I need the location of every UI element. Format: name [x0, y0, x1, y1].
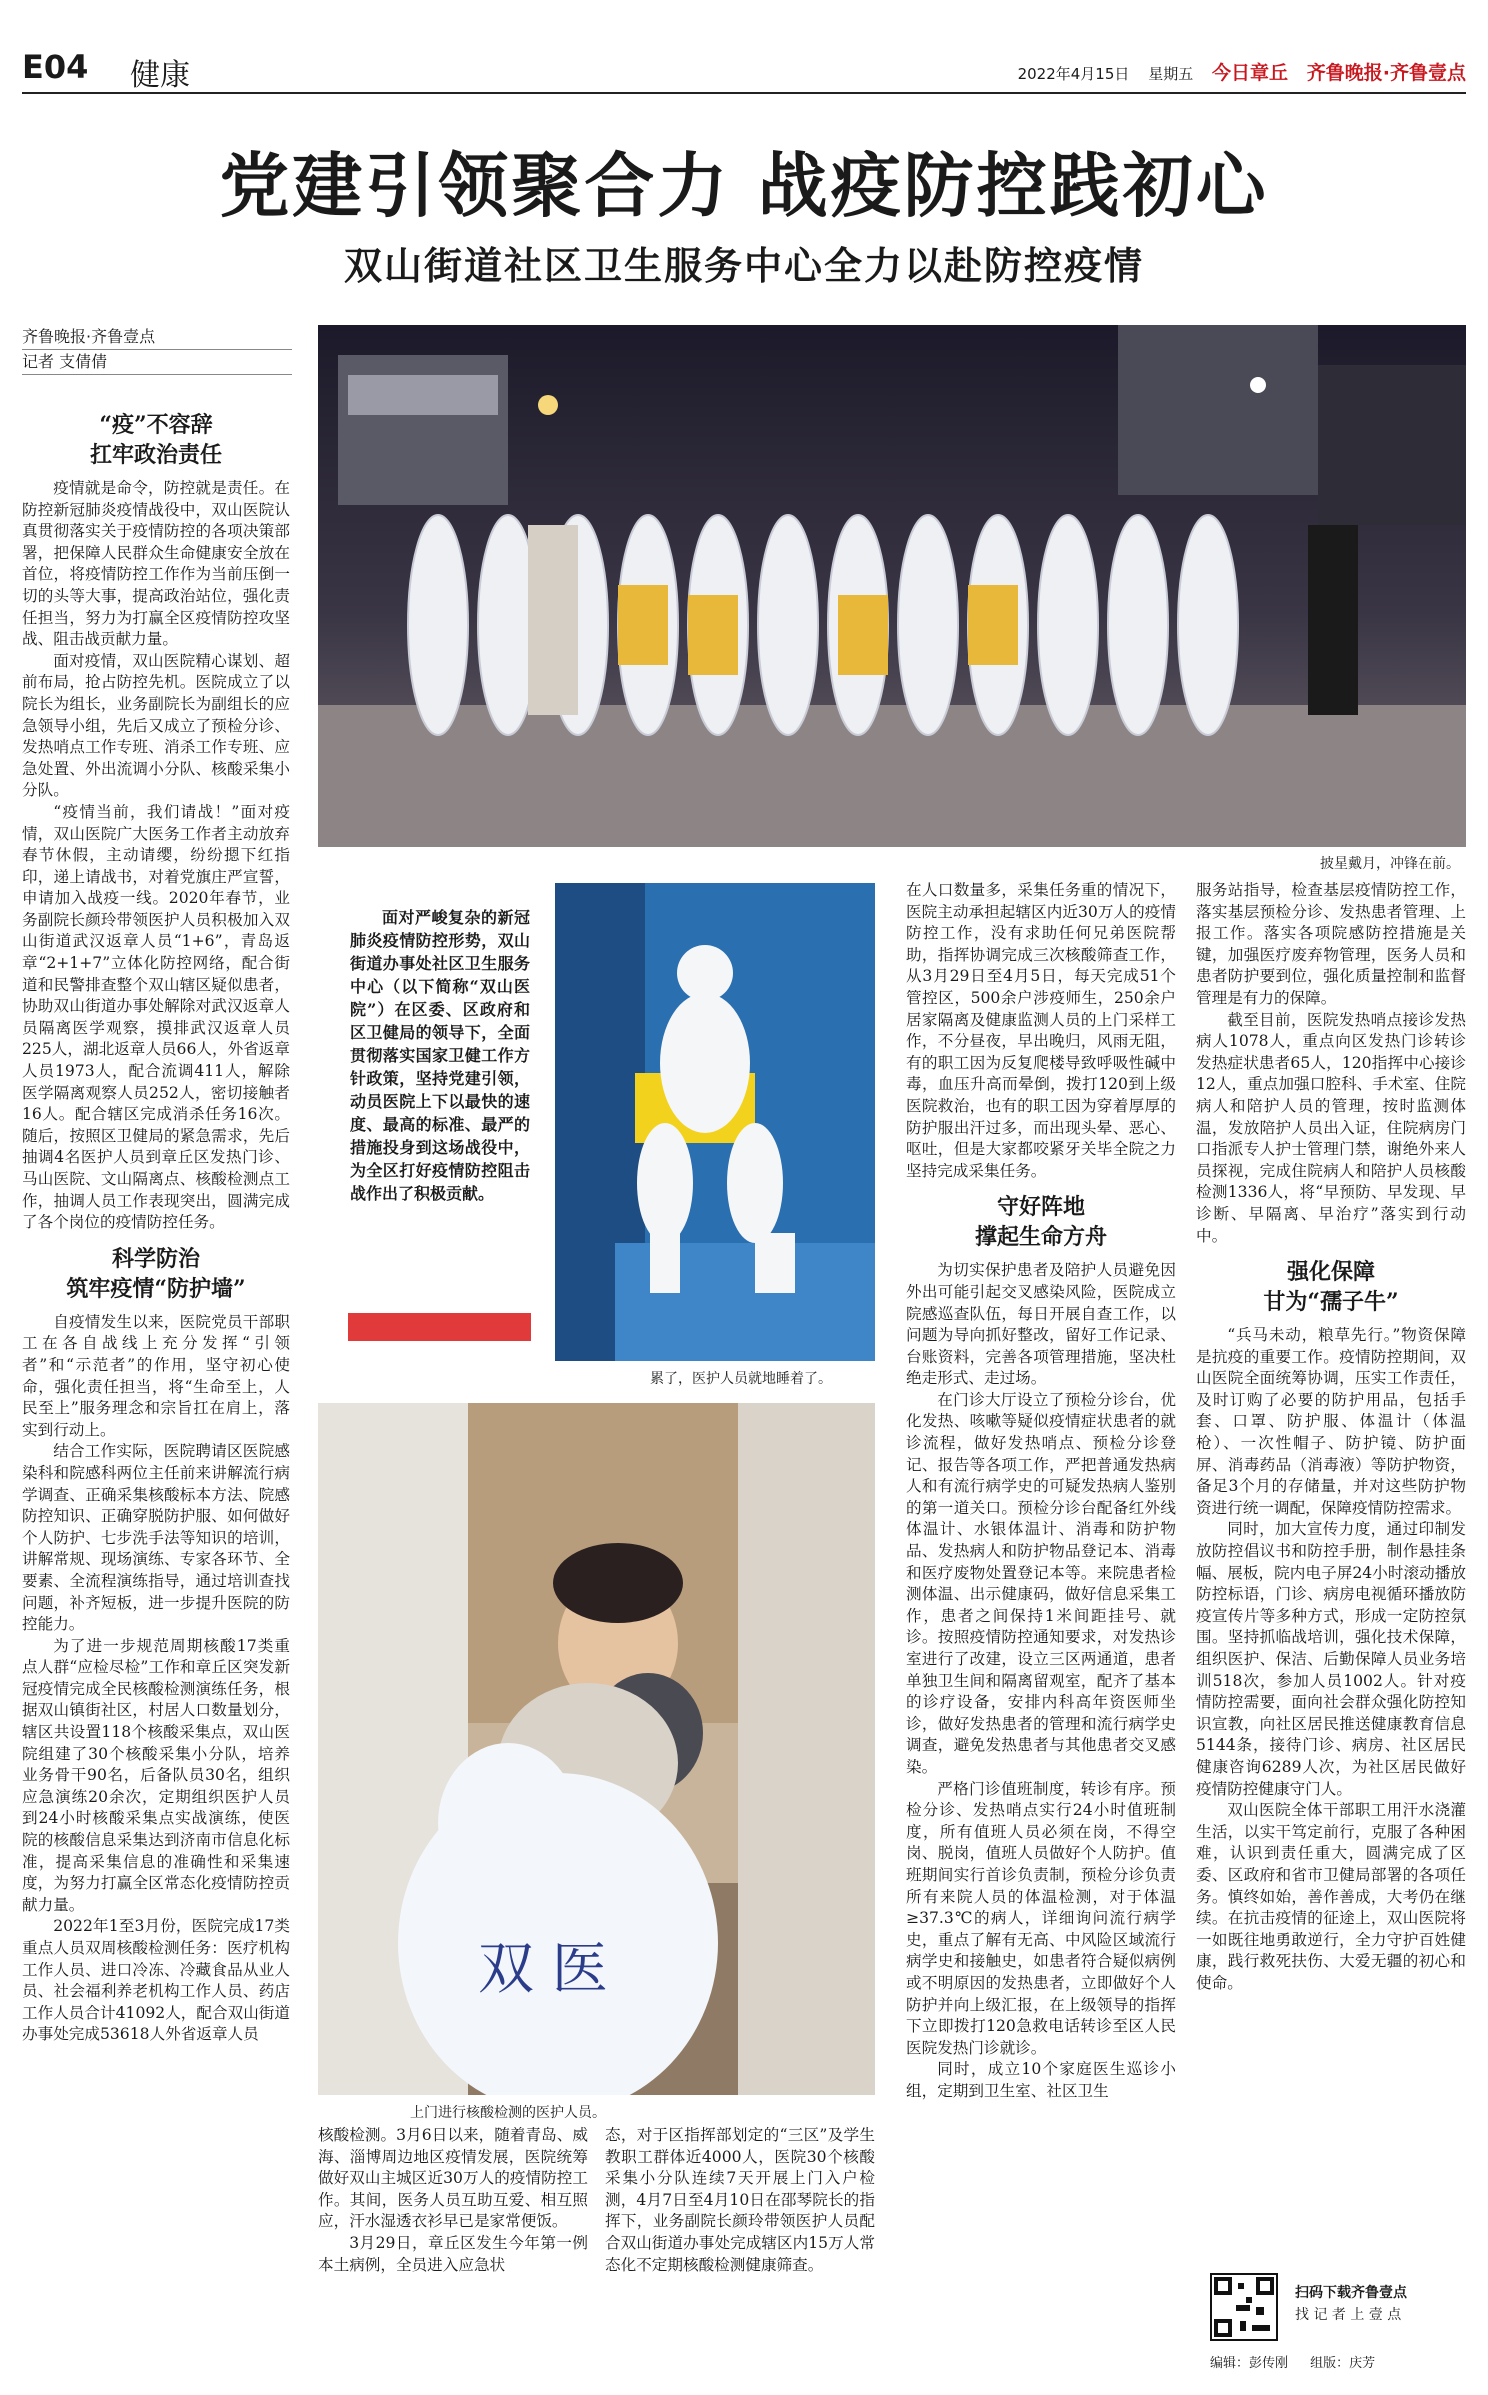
- paragraph: 为切实保护患者及陪护人员避免因外出可能引起交叉感染风险，医院成立院感巡查队伍，每日开展自查工作，以问题为导向抓好整改，留好工作记录、台账资料，完善各项管理措施，坚决杜绝走形式、走过场。: [906, 1261, 1176, 1388]
- byline-reporter: 记者 支倩倩: [22, 350, 292, 375]
- paragraph: 在人口数量多，采集任务重的情况下，医院主动承担起辖区内近30万人的疫情防控工作，没有求助任何兄弟医院帮助，指挥协调完成三次核酸筛查工作，从3月29日至4月5日，每天完成51个管控区，500余户涉疫师生，250余户居家隔离及健康监测人员的上门采样工作，不分昼夜，早出晚归，风雨无阻，有的职工因为反复爬楼导致呼吸性碱中毒，血压升高而晕倒，拨打120到上级医院救治，也有的职工因为穿着厚厚的防护服出汗过多，而出现头晕、恶心、呕吐，但是大家都咬紧牙关毕全院之力坚持完成采集任务。: [906, 881, 1176, 1180]
- team-photo-image: [318, 325, 1466, 847]
- qr-code-graphic: [1212, 2275, 1276, 2339]
- sleeping-worker-photo: [555, 883, 875, 1361]
- article-column-3-bottom: [605, 2125, 875, 2383]
- suit-marking-text: 双 医: [478, 1937, 608, 2002]
- editor-name: 编辑：彭传刚: [1210, 2356, 1289, 2371]
- paragraph: 在门诊大厅设立了预检分诊台，优化发热、咳嗽等疑似疫情症状患者的就诊流程，做好发热哨点、预检分诊登记、报告等各项工作，严把普通发热病人和有流行病学史的可疑发热病人鉴别的第一道关口。预检分诊台配备红外线体温计、水银体温计、消毒和防护物品、发热病人和防护物品登记本、消毒和医疗废物处置登记本等。来院患者检测体温、出示健康码，做好信息采集工作，患者之间保持1米间距挂号、就诊。按照疫情防控通知要求，对发热诊室进行了改建，设立三区两通道，患者单独卫生间和隔离留观室，配齐了基本的诊疗设备，安排内科高年资医师坐诊，做好发热患者的管理和流行病学史调查，避免发热患者与其他患者交叉感染。: [906, 1390, 1176, 1776]
- paragraph: 核酸检测。3月6日以来，随着青岛、威海、淄博周边地区疫情发展，医院统筹做好双山主城区近30万人的疫情防控工作。其间，医务人员互助互爱、相互照应，汗水湿透衣衫早已是家常便饭。: [318, 2126, 588, 2231]
- headline: 党建引领聚合力 战疫防控践初心: [219, 144, 1269, 227]
- red-accent-bar: [348, 1313, 531, 1341]
- article-column-5: [1196, 880, 1466, 2255]
- subheadline: 双山街道社区卫生服务中心全力以赴防控疫情: [343, 243, 1144, 288]
- paragraph: 结合工作实际，医院聘请区医院感染科和院感科两位主任前来讲解流行病学调查、正确采集核酸标本方法、院感防控知识、正确穿脱防护服、如何做好个人防护、七步洗手法等知识的培训，讲解常规、现场演练、专家各环节、全要素、全流程演练指导，通过培训查找问题，补齐短板，进一步提升医院的防控能力。: [22, 1442, 290, 1634]
- paragraph: 为了进一步规范周期核酸17类重点人群“应检尽检”工作和章丘区突发新冠疫情完成全民核酸检测演练任务，根据双山镇街社区，村居人口数量划分，辖区共设置118个核酸采集点，双山医院组建了30个核酸采集小分队，培养业务骨干90名，后备队员30名，组织应急演练20余次，定期组织医护人员到24小时核酸采集点实战演练，使医院的核酸信息采集达到济南市信息化标准，提高采集信息的准确性和采集速度，为努力打赢全区常态化疫情防控贡献力量。: [22, 1636, 290, 1914]
- paragraph: 自疫情发生以来，医院党员干部职工在各自战线上充分发挥“引领者”和“示范者”的作用，坚守初心使命，强化责任担当，将“生命至上，人民至上”服务理念和宗旨扛在肩上，落实到行动上。: [22, 1312, 290, 1439]
- home-testing-image: [318, 1403, 875, 2095]
- edition-name: 今日章丘: [1211, 62, 1288, 84]
- issue-weekday: 星期五: [1148, 65, 1194, 83]
- dateline: [1004, 58, 1466, 85]
- paragraph: 3月29日，章丘区发生今年第一例本土病例，全员进入应急状: [318, 2233, 588, 2274]
- paragraph: 疫情就是命令，防控就是责任。在防控新冠肺炎疫情战役中，双山医院认真贯彻落实关于疫情防控的各项决策部署，把保障人民群众生命健康安全放在首位，将疫情防控工作作为当前压倒一切的头等大事，提高政治站位，强化责任担当，努力为打赢全区疫情防控攻坚战、阻击战贡献力量。: [22, 479, 290, 649]
- section-name: 健康: [130, 58, 190, 93]
- intro-summary: 面对严峻复杂的新冠肺炎疫情防控形势，双山街道办事处社区卫生服务中心（以下简称“双山医院”）在区委、区政府和区卫健局的领导下，全面贯彻落实国家卫健工作方针政策，坚持党建引领，动员医院上下以最快的速度、最高的标准、最严的措施投身到这场战役中，为全区打好疫情防控阻击战作出了积极贡献。: [350, 908, 530, 1203]
- photo-caption-1: 披星戴月，冲锋在前。: [1320, 856, 1460, 872]
- designer-name: 组版：庆芳: [1310, 2356, 1376, 2371]
- paragraph: “兵马未动，粮草先行。”物资保障是抗疫的重要工作。疫情防控期间，双山医院全面统筹协调，压实工作责任，及时订购了必要的防护用品，包括手套、口罩、防护服、体温计（体温枪）、一次性帽子、防护镜、防护面屏、消毒药品（消毒液）等防护物资，备足3个月的存储量，并对这些防护物资进行统一调配，保障疫情防控需求。: [1196, 1326, 1466, 1517]
- article-column-1: [22, 400, 290, 2385]
- paragraph: 同时，加大宣传力度，通过印制发放防控倡议书和防控手册，制作悬挂条幅、展板，院内电子屏24小时滚动播放防控标语，门诊、病房电视循环播放防疫宣传片等多种方式，形成一定防控氛围。坚持抓临战培训，强化技术保障，组织医护、保洁、后勤保障人员业务培训518次，参加人员1002人。针对疫情防控需要，面向社会群众强化防控知识宣教，向社区居民推送健康教育信息5144条，接待门诊、病房、社区居民健康咨询6289人次，为社区居民做好疫情防控健康守门人。: [1196, 1520, 1466, 1798]
- home-testing-photo: [318, 1403, 875, 2095]
- qr-prompt: 扫码下载齐鲁壹点 找 记 者 上 壹 点: [1295, 2285, 1407, 2323]
- qr-code-icon[interactable]: [1210, 2273, 1278, 2341]
- byline: [22, 325, 292, 375]
- section-heading-4: 强化保障 甘为“孺子牛”: [1263, 1259, 1399, 1316]
- paragraph: 严格门诊值班制度，转诊有序。预检分诊、发热哨点实行24小时值班制度，所有值班人员必须在岗，不得空岗、脱岗，值班人员做好个人防护。值班期间实行首诊负责制，预检分诊负责所有来院人员的体温检测，对于体温≥37.3℃的病人，详细询问流行病学史，重点了解有无高、中风险区域流行病学史和接触史，如患者符合疑似病例或不明原因的发热患者，立即做好个人防护并向上级汇报，在上级领导的指挥下立即拨打120急救电话转诊至区人民医院发热门诊就诊。: [906, 1779, 1176, 2057]
- paragraph: “疫情当前，我们请战！”面对疫情，双山医院广大医务工作者主动放弃春节休假，主动请缨，纷纷摁下红指印，递上请战书，对着党旗庄严宣誓，申请加入战疫一线。2020年春节，业务副院长颜玲带领医护人员积极加入双山街道武汉返章人员“1+6”，青岛返章“2+1+7”立体化防控网络，配合街道和民警排查整个双山辖区疑似患者，协助双山街道办事处解除对武汉返章人员隔离医学观察，摸排武汉返章人员225人，湖北返章人员66人，外省返章人员1973人，配合流调411人，解除医学隔离观察人员252人，密切接触者16人。配合辖区完成消杀任务16次。随后，按照区卫健局的紧急需求，先后抽调4名医护人员到章丘区发热门诊、马山医院、文山隔离点、核酸检测点工作，抽调人员工作表现突出，圆满完成了各个岗位的疫情防控任务。: [22, 802, 290, 1232]
- article-column-2-bottom: [318, 2125, 588, 2383]
- team-photo: [318, 325, 1466, 847]
- paragraph: 双山医院全体干部职工用汗水浇灌生活，以实干笃定前行，克服了各种困难，认识到责任重大，圆满完成了区委、区政府和省市卫健局部署的各项任务。慎终如始，善作善成，大考仍在继续。在抗击疫情的征途上，双山医院将一如既往地勇敢逆行，全力守护百姓健康，践行救死扶伤、大爱无疆的初心和使命。: [1196, 1801, 1466, 1992]
- sleeping-worker-image: [555, 883, 875, 1361]
- page-number: E04: [22, 48, 89, 86]
- article-column-4: [906, 880, 1176, 2385]
- photo-caption-3: 上门进行核酸检测的医护人员。: [410, 2105, 606, 2121]
- editor-credits: [1210, 2352, 1393, 2371]
- page-header: [22, 48, 1466, 94]
- photo-caption-2: 累了，医护人员就地睡着了。: [650, 1371, 832, 1387]
- section-heading-3: 守好阵地 撑起生命方舟: [974, 1194, 1107, 1251]
- section-heading-1: “疫”不容辞 扛牢政治责任: [89, 412, 222, 468]
- paragraph: 截至目前，医院发热哨点接诊发热病人1078人，重点向区发热门诊转诊发热症状患者65人，120指挥中心接诊12人，重点加强口腔科、手术室、住院病人和陪护人员的管理，按时监测体温，发放陪护人员出入证，住院病房门口指派专人护士管理门禁，谢绝外来人员探视，完成住院病人和陪护人员核酸检测1336人，将“早预防、早发现、早诊断、早隔离、早治疗”落实到行动中。: [1196, 1010, 1466, 1245]
- section-heading-2: 科学防治 筑牢疫情“防护墙”: [66, 1245, 246, 1302]
- paragraph: 同时，成立10个家庭医生巡诊小组，定期到卫生室、社区卫生: [906, 2060, 1176, 2100]
- newspaper-logo: 齐鲁晚报·齐鲁壹点: [1306, 62, 1466, 84]
- paragraph: 态，对于区指挥部划定的“三区”及学生教职工群体近4000人，医院30个核酸采集小分队连续7天开展上门入户检测，4月7日至4月10日在邵琴院长的指挥下，业务副院长颜玲带领医护人员配合双山街道办事处完成辖区内15万人常态化不定期核酸检测健康筛查。: [605, 2126, 875, 2274]
- paragraph: 2022年1至3月份，医院完成17类重点人员双周核酸检测任务：医疗机构工作人员、进口冷冻、冷藏食品从业人员、社会福利养老机构工作人员、药店工作人员合计41092人，配合双山街道办事处完成53618人外省返章人员: [22, 1917, 290, 2044]
- paragraph: 面对疫情，双山医院精心谋划、超前布局，抢占防控先机。医院成立了以院长为组长，业务副院长为副组长的应急领导小组，先后又成立了预检分诊、发热哨点工作专班、消杀工作专班、应急处置、外出流调小分队、核酸采集小分队。: [22, 651, 290, 800]
- issue-date: 2022年4月15日: [1017, 65, 1130, 83]
- byline-source: 齐鲁晚报·齐鲁壹点: [22, 325, 292, 350]
- paragraph: 服务站指导，检查基层疫情防控工作，落实基层预检分诊、发热患者管理、上报工作。落实各项院感防控措施是关键，加强医疗废弃物管理，医务人员和患者防护要到位，强化质量控制和监督管理是有力的保障。: [1196, 881, 1466, 1007]
